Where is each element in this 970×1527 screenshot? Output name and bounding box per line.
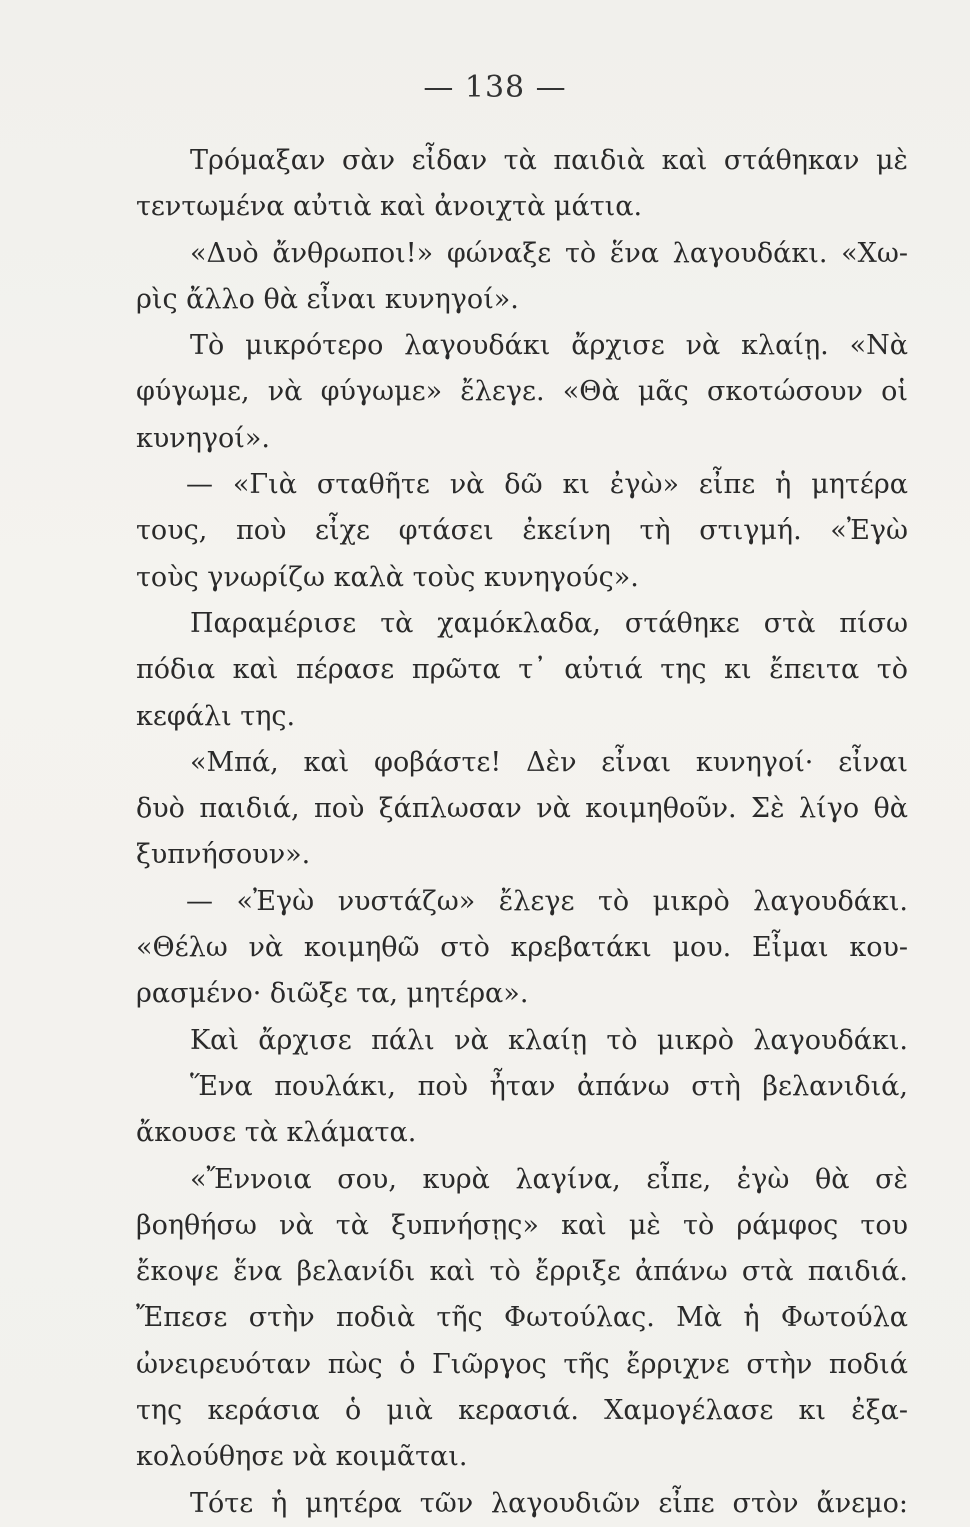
text-line: κολούθησε νὰ κοιμᾶται.	[136, 1441, 468, 1473]
body-text	[136, 138, 908, 1527]
page-number: — 138 —	[423, 70, 567, 105]
text-line: τεντωμένα αὐτιὰ καὶ ἀνοιχτὰ μάτια.	[136, 191, 643, 223]
text-line: πόδια καὶ πέρασε πρῶτα τ᾿ αὐτιά της κι ἔπειτα τὸ	[136, 654, 908, 686]
text-line: «Δυὸ ἄνθρωποι!» φώναξε τὸ ἕνα λαγουδάκι. «Χω-	[190, 237, 908, 269]
text-line: ρὶς ἄλλο θὰ εἶναι κυνηγοί».	[136, 283, 519, 315]
text-line: δυὸ παιδιά, ποὺ ξάπλωσαν νὰ κοιμηθοῦν. Σὲ λίγο θὰ	[136, 793, 908, 825]
text-line: Ἔπεσε στὴν ποδιὰ τῆς Φωτούλας. Μὰ ἡ Φωτούλα	[136, 1302, 908, 1334]
text-line: «Μπά, καὶ φοβάστε! Δὲν εἶναι κυνηγοί· εἶναι	[190, 746, 908, 778]
text-line: ἄκουσε τὰ κλάματα.	[136, 1117, 417, 1149]
text-line: Παραμέρισε τὰ χαμόκλαδα, στάθηκε στὰ πίσω	[190, 607, 908, 639]
text-line: Τρόμαξαν σὰν εἶδαν τὰ παιδιὰ καὶ στάθηκαν μὲ	[190, 145, 908, 176]
text-line: τους, ποὺ εἶχε φτάσει ἐκείνη τὴ στιγμή. «Ἐγὼ	[136, 515, 908, 547]
text-line: Καὶ ἄρχισε πάλι νὰ κλαίῃ τὸ μικρὸ λαγουδάκι.	[190, 1024, 908, 1056]
text-line: ξυπνήσουν».	[136, 839, 311, 871]
text-line: κυνηγοί».	[136, 422, 270, 454]
text-line: «Θέλω νὰ κοιμηθῶ στὸ κρεβατάκι μου. Εἶμαι κου-	[136, 932, 908, 964]
text-line: της κεράσια ὁ μιὰ κερασιά. Χαμογέλασε κι ἐξα-	[136, 1395, 908, 1427]
text-line: ρασμένο· διῶξε τα, μητέρα».	[136, 978, 529, 1010]
text-line: Ἕνα πουλάκι, ποὺ ἦταν ἀπάνω στὴ βελανιδιά,	[190, 1070, 908, 1102]
text-line: Τὸ μικρότερο λαγουδάκι ἄρχισε νὰ κλαίῃ. «Νὰ	[190, 330, 908, 362]
text-line: «Ἔννοια σου, κυρὰ λαγίνα, εἶπε, ἐγὼ θὰ σὲ	[190, 1163, 908, 1195]
text-line: ὠνειρευόταν πὼς ὁ Γιῶργος τῆς ἔρριχνε στὴν ποδιά	[136, 1348, 908, 1380]
text-line: Τότε ἡ μητέρα τῶν λαγουδιῶν εἶπε στὸν ἄνεμο:	[190, 1487, 908, 1519]
text-line: κεφάλι της.	[136, 700, 296, 732]
text-line: τοὺς γνωρίζω καλὰ τοὺς κυνηγούς».	[136, 561, 639, 593]
text-line: — «Ἐγὼ νυστάζω» ἔλεγε τὸ μικρὸ λαγουδάκι.	[186, 885, 908, 917]
text-line: βοηθήσω νὰ τὰ ξυπνήσῃς» καὶ μὲ τὸ ράμφος του	[136, 1209, 908, 1241]
text-line: ἔκοψε ἕνα βελανίδι καὶ τὸ ἔρριξε ἀπάνω στὰ παιδιά.	[136, 1256, 908, 1288]
text-line: φύγωμε, νὰ φύγωμε» ἔλεγε. «Θὰ μᾶς σκοτώσουν οἱ	[136, 376, 908, 408]
text-line: — «Γιὰ σταθῆτε νὰ δῶ κι ἐγὼ» εἶπε ἡ μητέρα	[186, 469, 908, 501]
